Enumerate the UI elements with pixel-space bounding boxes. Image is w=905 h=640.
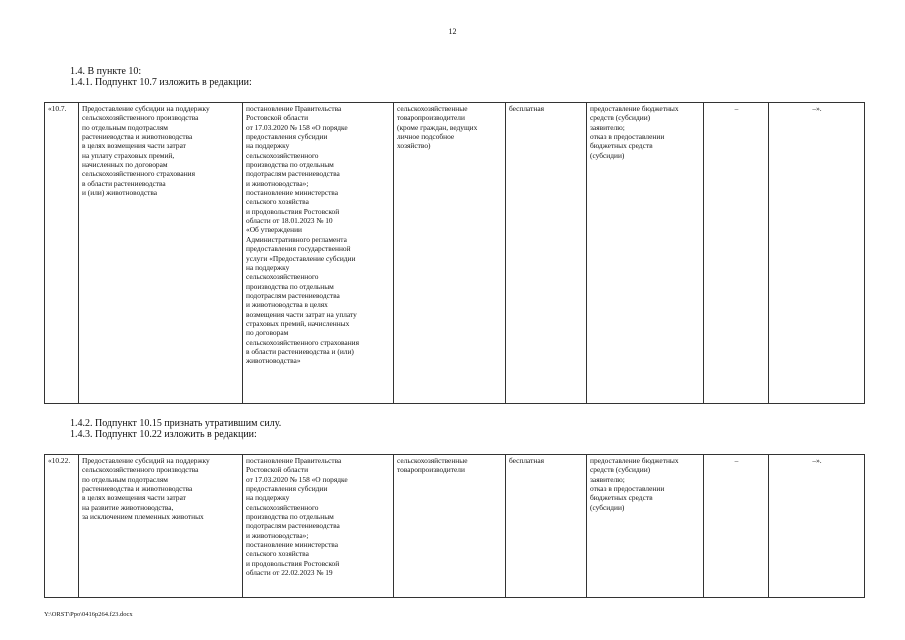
- closing-quote-cell: –».: [769, 455, 865, 598]
- text-line: постановление министерства: [246, 188, 338, 198]
- text-line: сельскохозяйственного: [246, 272, 319, 282]
- text-line: предоставления субсидии: [246, 132, 328, 142]
- dash-cell: –: [704, 103, 769, 404]
- text-line: «Об утверждении: [246, 225, 302, 235]
- text-line: постановление Правительства: [246, 456, 342, 465]
- table-row: [45, 103, 865, 404]
- text-line: средств (субсидии): [590, 465, 651, 475]
- text-line: на уплату страховых премий,: [82, 150, 175, 160]
- text-line: Ростовской области: [246, 113, 309, 123]
- text-line: (субсидии): [590, 150, 625, 160]
- text-line: и продовольствия Ростовской: [246, 558, 340, 568]
- text-line: сельскохозяйственного производства: [82, 113, 199, 123]
- text-line: сельскохозяйственные: [397, 104, 468, 113]
- text-line: подотраслям растениеводства: [246, 290, 340, 300]
- service-name-cell: [79, 103, 243, 404]
- text-line: хозяйство): [397, 141, 431, 151]
- text-line: постановление министерства: [246, 540, 338, 550]
- text-line: производства по отдельным: [246, 281, 334, 291]
- text-line: в целях возмещения части затрат: [82, 141, 186, 151]
- item-heading-1-4-1: 1.4.1. Подпункт 10.7 изложить в редакции:: [70, 77, 252, 88]
- text-line: бюджетных средств: [590, 493, 653, 503]
- text-line: Предоставление субсидий на поддержку: [82, 456, 210, 465]
- text-line: от 17.03.2020 № 158 «О порядке: [246, 122, 348, 132]
- text-line: растениеводства и животноводства: [82, 132, 193, 142]
- text-line: сельскохозяйственного страхования: [82, 169, 195, 179]
- text-line: на поддержку: [246, 141, 290, 151]
- text-line: и животноводства»;: [246, 178, 309, 188]
- text-line: подотраслям растениеводства: [246, 169, 340, 179]
- text-line: отказ в предоставлении: [590, 484, 665, 494]
- text-line: возмещения части затрат на уплату: [246, 309, 357, 319]
- text-line: производства по отдельным: [246, 512, 334, 522]
- text-line: в целях возмещения части затрат: [82, 493, 186, 503]
- legal-basis-cell: [243, 103, 394, 404]
- legal-basis-cell: [243, 455, 394, 598]
- item-heading-1-4-3: 1.4.3. Подпункт 10.22 изложить в редакции:: [70, 429, 257, 440]
- text-line: по отдельным подотраслям: [82, 474, 168, 484]
- text-line: сельского хозяйства: [246, 197, 309, 207]
- section-heading-1-4: 1.4. В пункте 10:: [70, 66, 142, 77]
- text-line: Административного регламента: [246, 234, 347, 244]
- text-line: растениеводства и животноводства: [82, 484, 193, 494]
- text-line: в области растениеводства: [82, 178, 166, 188]
- table-row: [45, 455, 865, 598]
- text-line: Предоставление субсидии на поддержку: [82, 104, 210, 113]
- recipients-cell: [394, 455, 506, 598]
- text-line: на поддержку: [246, 493, 290, 503]
- text-line: области от 18.01.2023 № 10: [246, 216, 333, 226]
- text-line: товаропроизводители: [397, 113, 465, 123]
- text-line: по договорам: [246, 328, 289, 338]
- fee-cell: бесплатная: [506, 455, 587, 598]
- text-line: сельскохозяйственные: [397, 456, 468, 465]
- text-line: заявителю;: [590, 122, 625, 132]
- fee-cell: бесплатная: [506, 103, 587, 404]
- text-line: сельскохозяйственного страхования: [246, 337, 359, 347]
- text-line: начисленных по договорам: [82, 160, 168, 170]
- text-line: на развитие животноводства,: [82, 502, 174, 512]
- item-heading-1-4-2: 1.4.2. Подпункт 10.15 признать утратившим силу.: [70, 418, 282, 429]
- item-number-cell: «10.7.: [45, 103, 79, 404]
- text-line: личное подсобное: [397, 132, 455, 142]
- text-line: предоставления государственной: [246, 244, 351, 254]
- result-cell: [587, 455, 704, 598]
- text-line: (кроме граждан, ведущих: [397, 122, 478, 132]
- text-line: и продовольствия Ростовской: [246, 206, 340, 216]
- text-line: сельского хозяйства: [246, 549, 309, 559]
- text-line: животноводства»: [246, 356, 301, 366]
- text-line: и (или) животноводства: [82, 188, 158, 198]
- text-line: от 17.03.2020 № 158 «О порядке: [246, 474, 348, 484]
- recipients-cell: [394, 103, 506, 404]
- file-path-footer: Y:\ORST\Ppo\0416p264.f23.docx: [44, 611, 133, 618]
- text-line: сельскохозяйственного: [246, 150, 319, 160]
- text-line: за исключением племенных животных: [82, 512, 204, 522]
- amendment-table-10-7: [44, 102, 865, 404]
- text-line: по отдельным подотраслям: [82, 122, 168, 132]
- amendment-table-10-22: [44, 454, 865, 598]
- text-line: области от 22.02.2023 № 19: [246, 568, 333, 578]
- text-line: Ростовской области: [246, 465, 309, 475]
- text-line: бюджетных средств: [590, 141, 653, 151]
- text-line: и животноводства в целях: [246, 300, 328, 310]
- text-line: предоставление бюджетных: [590, 104, 679, 113]
- text-line: сельскохозяйственного: [246, 502, 319, 512]
- service-name-cell: [79, 455, 243, 598]
- text-line: постановление Правительства: [246, 104, 342, 113]
- dash-cell: –: [704, 455, 769, 598]
- text-line: страховых премий, начисленных: [246, 318, 350, 328]
- text-line: сельскохозяйственного производства: [82, 465, 199, 475]
- text-line: заявителю;: [590, 474, 625, 484]
- text-line: производства по отдельным: [246, 160, 334, 170]
- result-cell: [587, 103, 704, 404]
- text-line: товаропроизводители: [397, 465, 465, 475]
- text-line: (субсидии): [590, 502, 625, 512]
- closing-quote-cell: –».: [769, 103, 865, 404]
- page-number: 12: [448, 27, 457, 36]
- text-line: в области растениеводства и (или): [246, 346, 354, 356]
- text-line: предоставления субсидии: [246, 484, 328, 494]
- text-line: услуги «Предоставление субсидии: [246, 253, 356, 263]
- text-line: на поддержку: [246, 262, 290, 272]
- item-number-cell: «10.22.: [45, 455, 79, 598]
- text-line: отказ в предоставлении: [590, 132, 665, 142]
- text-line: предоставление бюджетных: [590, 456, 679, 465]
- text-line: подотраслям растениеводства: [246, 521, 340, 531]
- text-line: и животноводства»;: [246, 530, 309, 540]
- text-line: средств (субсидии): [590, 113, 651, 123]
